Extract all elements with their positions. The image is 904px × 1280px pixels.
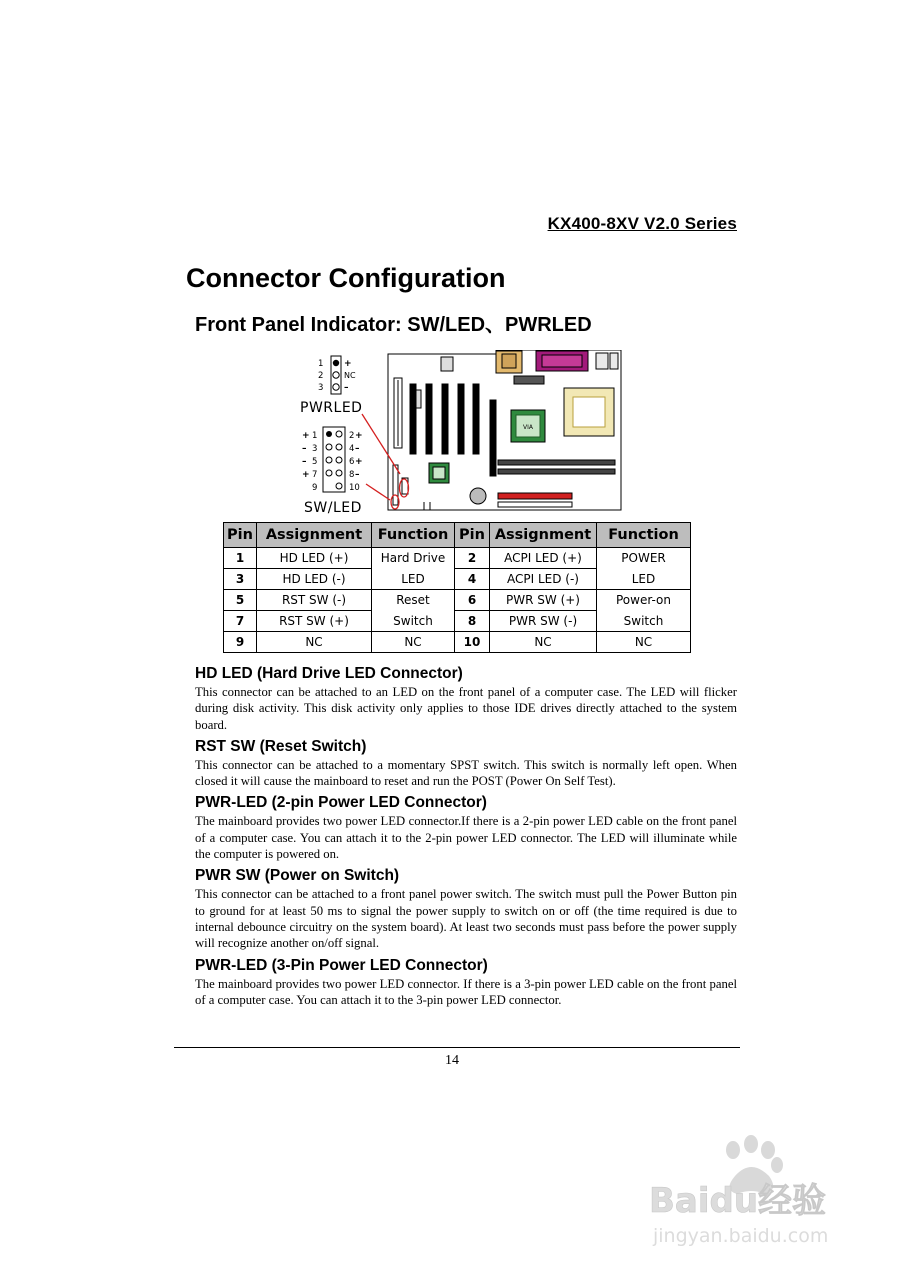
pwrled-sign-2: NC — [344, 371, 356, 380]
pin-function: LED — [597, 569, 691, 590]
swled-left-sign-5: – — [302, 457, 307, 467]
swled-left-sign-3: – — [302, 444, 307, 454]
pin-function: Power-on — [597, 590, 691, 611]
section-heading-pwr-led-3pin: PWR-LED (3-Pin Power LED Connector) — [195, 956, 488, 974]
pin-number: 5 — [224, 590, 257, 611]
table-row — [224, 569, 691, 590]
swled-label: SW/LED — [304, 500, 362, 516]
swled-left-sign-7: + — [302, 470, 310, 480]
section-body-pwr-led-2pin: The mainboard provides two power LED connector.If there is a 2-pin power LED cable on the front panel of a computer case. You can attach it to the 2-pin power LED connector. The LED will illuminate while the computer is powered on. — [195, 814, 737, 862]
swled-right-num-10: 10 — [349, 483, 360, 493]
pin-assignment: PWR SW (-) — [490, 611, 597, 632]
swled-right-num-8: 8 — [349, 470, 355, 480]
document-series-header: KX400-8XV V2.0 Series — [547, 214, 737, 233]
section-heading-hd-led: HD LED (Hard Drive LED Connector) — [195, 665, 463, 682]
pin-number: 4 — [455, 569, 490, 590]
pin-number: 10 — [455, 632, 490, 653]
pwrled-label: PWRLED — [300, 400, 363, 416]
pwrled-sign-3: – — [344, 383, 349, 393]
pin-function: LED — [372, 569, 455, 590]
pin-assignment: ACPI LED (-) — [490, 569, 597, 590]
pin-assignment: RST SW (+) — [257, 611, 372, 632]
section-body-pwr-led-3pin: The mainboard provides two power LED connector. If there is a 3-pin power LED cable on the front panel of a computer case. You can attach it to the 3-pin power LED connector. — [195, 976, 737, 1007]
swled-connector — [302, 427, 363, 516]
pwrled-sign-1: + — [344, 359, 352, 369]
header-function-2: Function — [597, 523, 691, 548]
header-function: Function — [372, 523, 455, 548]
swled-left-num-3: 3 — [312, 444, 318, 454]
swled-right-sign-2: + — [355, 431, 363, 441]
section-body-pwr-sw: This connector can be attached to a front panel power switch. The switch must pull the Power Button pin to ground for at least 50 ms to signal the power supply to switch on or off (the time required is due to internal debounce circuitry on the system board). At least two seconds must pass before the power supply will recognize another on/off signal. — [195, 887, 737, 951]
swled-left-sign-1: + — [302, 431, 310, 441]
table-row — [224, 590, 691, 611]
pwrled-pin-2: 2 — [318, 371, 324, 381]
pin-function: NC — [372, 632, 455, 653]
pin-function: Switch — [372, 611, 455, 632]
pwrled-pin-3: 3 — [318, 383, 324, 393]
watermark-url: jingyan.baidu.com — [653, 1225, 829, 1247]
pin-assignment: ACPI LED (+) — [490, 548, 597, 569]
pin-number: 2 — [455, 548, 490, 569]
swled-left-num-5: 5 — [312, 457, 318, 467]
table-row — [224, 611, 691, 632]
pin-assignment: NC — [490, 632, 597, 653]
swled-right-sign-6: + — [355, 457, 363, 467]
header-pin-2: Pin — [455, 523, 490, 548]
section-heading-pwr-led-2pin: PWR-LED (2-pin Power LED Connector) — [195, 794, 487, 812]
pin-number: 7 — [224, 611, 257, 632]
page-number: 14 — [445, 1053, 459, 1068]
pin-function: POWER — [597, 548, 691, 569]
chip-label: VIA — [523, 424, 533, 431]
section-subtitle: Front Panel Indicator: SW/LED、PWRLED — [195, 314, 592, 336]
swled-right-sign-8: – — [355, 470, 360, 480]
pin-function: Hard Drive — [372, 548, 455, 569]
footer-divider — [174, 1047, 740, 1048]
pin-function: Switch — [597, 611, 691, 632]
swled-right-num-6: 6 — [349, 457, 355, 467]
pwrled-connector — [300, 356, 362, 416]
pwrled-pin-1: 1 — [318, 359, 324, 369]
section-body-hd-led: This connector can be attached to an LED on the front panel of a computer case. The LED will flicker during disk activity. This disk activity only applies to those IDE drives directly attached to the system board. — [195, 685, 737, 732]
pin-function: NC — [597, 632, 691, 653]
header-assignment-2: Assignment — [490, 523, 597, 548]
swled-right-num-4: 4 — [349, 444, 355, 454]
pin-number: 9 — [224, 632, 257, 653]
header-assignment: Assignment — [257, 523, 372, 548]
swled-left-num-1: 1 — [312, 431, 318, 441]
page-title: Connector Configuration — [186, 263, 506, 293]
pin-number: 6 — [455, 590, 490, 611]
pin-assignment: HD LED (-) — [257, 569, 372, 590]
connector-descriptions — [195, 664, 737, 1012]
watermark-brand: Baidu经验 — [649, 1181, 827, 1221]
section-heading-pwr-sw: PWR SW (Power on Switch) — [195, 867, 400, 885]
swled-left-num-9: 9 — [312, 483, 318, 493]
table-row — [224, 632, 691, 653]
pin-number: 8 — [455, 611, 490, 632]
table-header-row — [224, 523, 691, 548]
table-row — [224, 548, 691, 569]
pin-assignment: PWR SW (+) — [490, 590, 597, 611]
pin-assignment: NC — [257, 632, 372, 653]
swled-right-num-2: 2 — [349, 431, 355, 441]
pin-assignment: HD LED (+) — [257, 548, 372, 569]
section-heading-rst-sw: RST SW (Reset Switch) — [195, 737, 367, 755]
baidu-watermark — [647, 1132, 852, 1252]
pin-assignment: RST SW (-) — [257, 590, 372, 611]
pin-assignment-table — [223, 522, 691, 653]
mainboard-layout — [388, 350, 621, 510]
swled-left-num-7: 7 — [312, 470, 318, 480]
swled-right-sign-4: – — [355, 444, 360, 454]
pin-number: 1 — [224, 548, 257, 569]
pin-number: 3 — [224, 569, 257, 590]
section-body-rst-sw: This connector can be attached to a momentary SPST switch. This switch is normally left open. When closed it will cause the mainboard to reset and run the POST (Power On Self Test). — [195, 757, 737, 789]
header-pin: Pin — [224, 523, 257, 548]
pin-function: Reset — [372, 590, 455, 611]
front-panel-connector-diagram — [296, 350, 626, 520]
